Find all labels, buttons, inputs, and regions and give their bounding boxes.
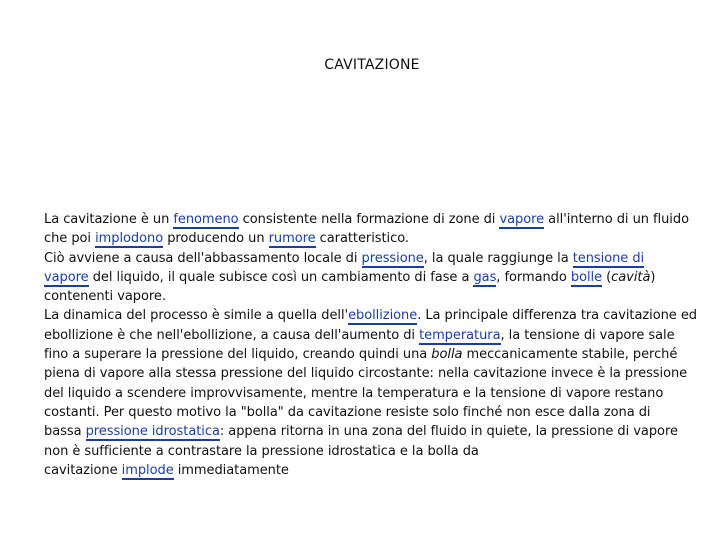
text-span: ( <box>602 269 612 285</box>
link-ebollizione[interactable]: ebollizione <box>348 308 418 324</box>
page-title: CAVITAZIONE <box>324 57 420 73</box>
text-span: non è sufficiente a contrastare la pressione idrostatica e la bolla da <box>44 443 479 459</box>
text-span: piena di vapore alla stessa pressione del liquido circostante: nella cavitazione invece è la pressione <box>44 366 688 382</box>
text-line <box>44 345 704 364</box>
link-implode[interactable]: implode <box>121 462 174 478</box>
link-fenomeno[interactable]: fenomeno <box>173 212 239 227</box>
text-line <box>44 461 704 480</box>
text-span: consistente nella formazione di zone di <box>238 212 500 227</box>
text-span: La <box>44 212 64 227</box>
link-tensione-di-vapore[interactable]: tensione di <box>572 250 645 266</box>
text-span: costanti. Per questo motivo la "bolla" da cavitazione resiste solo finché non esce dalla zona di <box>44 404 651 420</box>
text-line <box>44 326 704 345</box>
text-line <box>44 403 704 422</box>
link-tensione-di-vapore-cont[interactable]: vapore <box>44 269 89 285</box>
text-line <box>44 249 704 268</box>
text-span: : appena ritorna in una zona del fluido in quiete, la pressione di vapore <box>219 424 678 440</box>
text-span: immediatamente <box>173 462 289 478</box>
body-text <box>44 210 704 480</box>
italic-span: bolla <box>431 347 463 363</box>
text-line <box>44 287 704 306</box>
text-span: del liquido a scendere improvvisamente, mentre la temperatura e la tensione di vapore restano <box>44 385 664 401</box>
text-span: La dinamica del processo è simile a quella dell' <box>44 308 349 324</box>
text-span: cavitazione <box>44 462 122 478</box>
text-span: ) <box>650 269 656 285</box>
text-span: caratteristico. <box>315 231 409 247</box>
link-pressione-idrostatica[interactable]: pressione idrostatica <box>85 424 220 440</box>
text-span: fino a superare la pressione del liquido, creando quindi una <box>44 347 432 363</box>
text-line <box>44 422 704 441</box>
text-span: Ciò avviene a causa dell'abbassamento locale di <box>44 250 362 266</box>
text-span: all'interno di un fluido <box>544 212 689 227</box>
text-span: , la tensione di vapore sale <box>500 327 675 343</box>
text-span: producendo un <box>163 231 269 247</box>
text-span: , la quale raggiunge la <box>423 250 573 266</box>
text-span: del liquido, il quale subisce così un cambiamento di fase a <box>88 269 474 285</box>
text-line <box>44 364 704 383</box>
link-implodono[interactable]: implodono <box>95 231 164 247</box>
link-pressione[interactable]: pressione <box>361 250 424 266</box>
text-span: , formando <box>496 269 571 285</box>
text-line <box>44 268 704 287</box>
text-span: . La principale differenza tra cavitazione ed <box>417 308 697 324</box>
text-line <box>44 306 704 325</box>
text-line <box>44 442 704 461</box>
text-line <box>44 210 704 229</box>
text-span: bassa <box>44 424 86 440</box>
text-line <box>44 384 704 403</box>
text-span: meccanicamente stabile, perché <box>462 347 678 363</box>
text-span: ebollizione è che nell'ebollizione, a causa dell'aumento di <box>44 327 420 343</box>
text-span: cavitazione <box>63 212 137 227</box>
text-span: è un <box>136 212 174 227</box>
link-bolle[interactable]: bolle <box>570 269 603 285</box>
link-gas[interactable]: gas <box>473 269 497 285</box>
link-rumore[interactable]: rumore <box>268 231 316 247</box>
text-span: contenenti vapore. <box>44 289 166 305</box>
link-temperatura[interactable]: temperatura <box>419 327 501 343</box>
italic-span: cavità <box>611 269 651 285</box>
text-span: che poi <box>44 231 96 247</box>
text-line <box>44 229 704 248</box>
link-vapore[interactable]: vapore <box>499 212 545 227</box>
